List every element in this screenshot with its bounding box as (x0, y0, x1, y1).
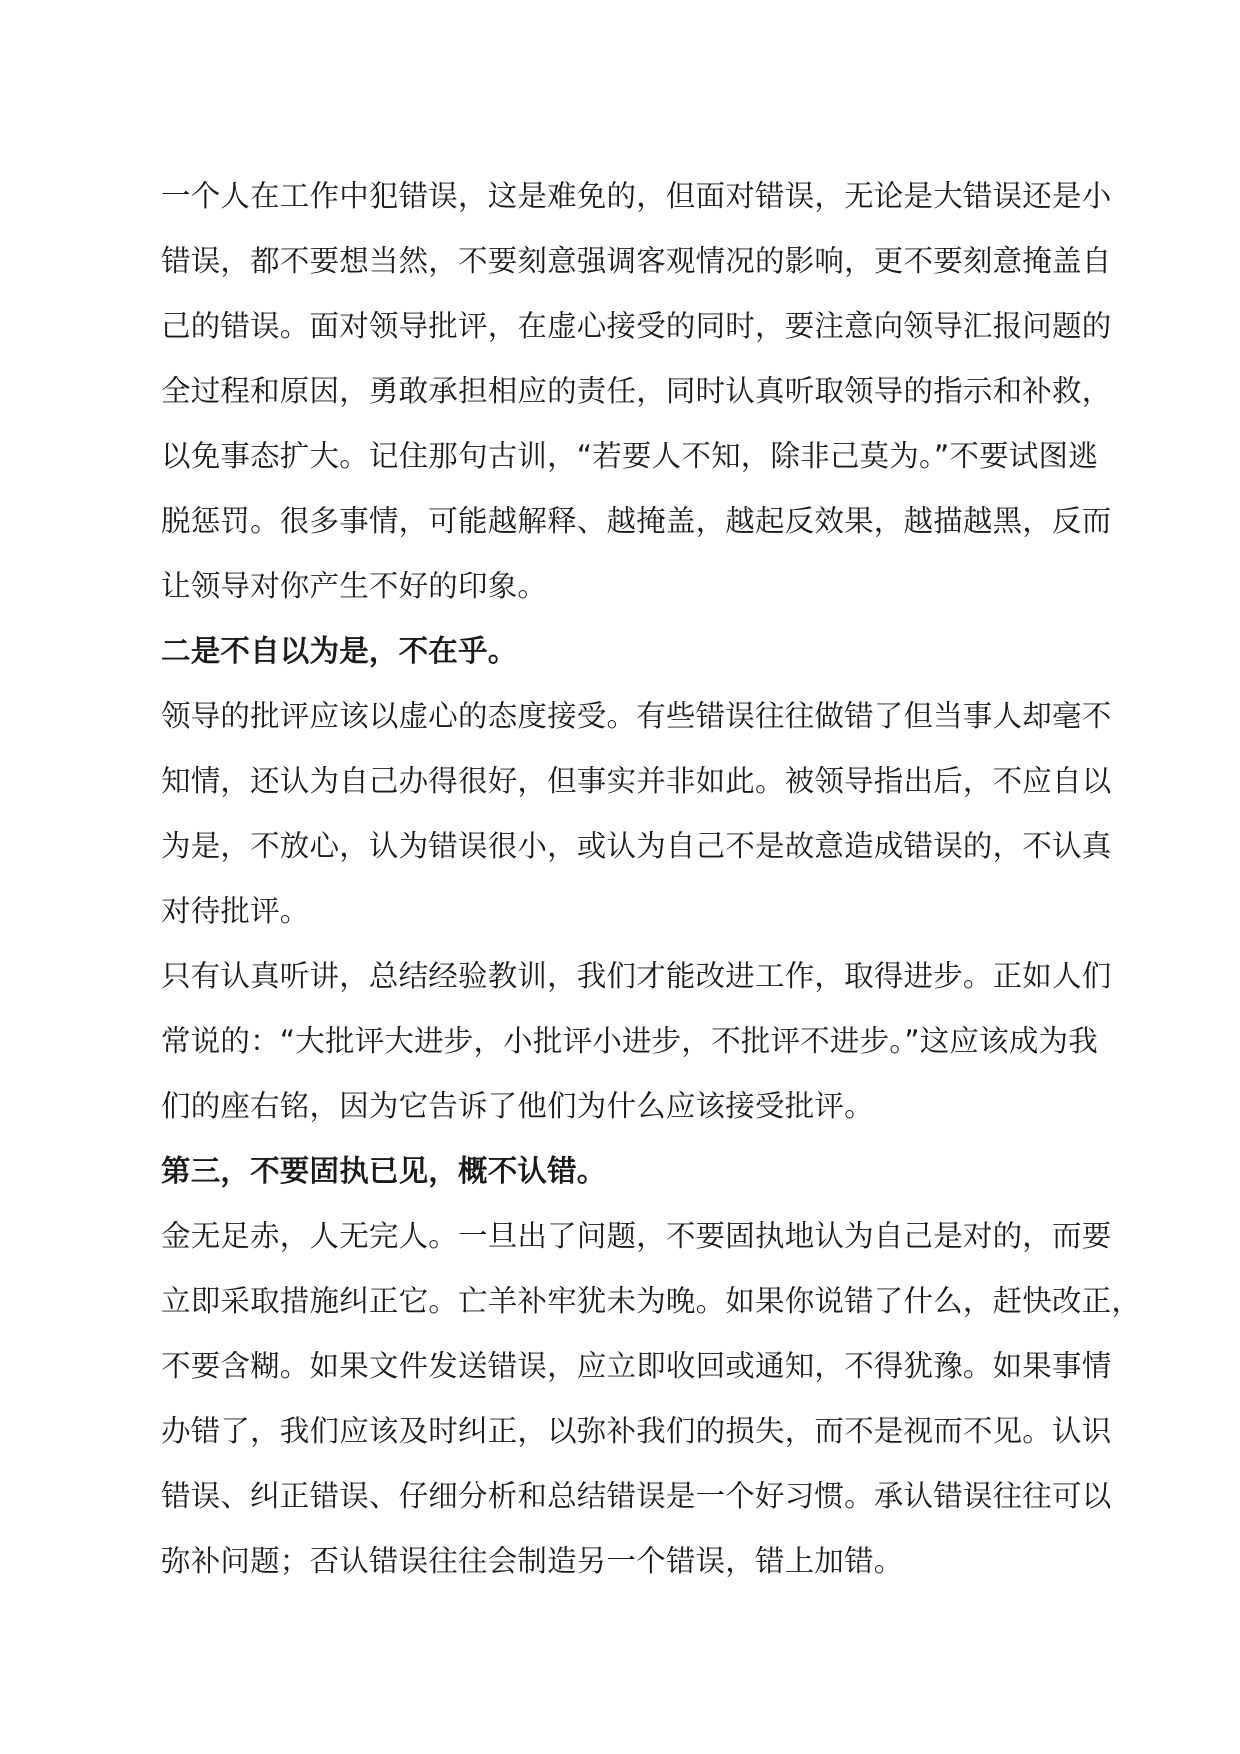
body-text-line: 错误、纠正错误、仔细分析和总结错误是一个好习惯。承认错误往往可以 (161, 1479, 1112, 1513)
section-heading: 二是不自以为是，不在乎。 (161, 634, 518, 668)
body-text-line: 立即采取措施纠正它。亡羊补牢犹未为晚。如果你说错了什么，赶快改正， (161, 1284, 1142, 1318)
body-text-line: 领导的批评应该以虚心的态度接受。有些错误往往做错了但当事人却毫不 (161, 699, 1112, 733)
body-text-line: 只有认真听讲，总结经验教训，我们才能改进工作，取得进步。正如人们 (161, 959, 1112, 993)
body-text-line: 己的错误。面对领导批评，在虚心接受的同时，要注意向领导汇报问题的 (161, 309, 1112, 343)
body-text-line: 金无足赤，人无完人。一旦出了问题，不要固执地认为自己是对的，而要 (161, 1219, 1112, 1253)
body-text-line: 脱惩罚。很多事情，可能越解释、越掩盖，越起反效果，越描越黑，反而 (161, 504, 1112, 538)
body-text-line: 全过程和原因，勇敢承担相应的责任，同时认真听取领导的指示和补救， (161, 374, 1112, 408)
body-text-line: 弥补问题；否认错误往往会制造另一个错误，错上加错。 (161, 1544, 904, 1578)
body-text-line: 让领导对你产生不好的印象。 (161, 569, 548, 603)
body-text-line: 办错了，我们应该及时纠正，以弥补我们的损失，而不是视而不见。认识 (161, 1414, 1112, 1448)
body-text-line: 不要含糊。如果文件发送错误，应立即收回或通知，不得犹豫。如果事情 (161, 1349, 1112, 1383)
section-heading: 第三，不要固执已见，概不认错。 (161, 1154, 607, 1188)
body-text-line: 知情，还认为自己办得很好，但事实并非如此。被领导指出后，不应自以 (161, 764, 1112, 798)
body-text-line: 们的座右铭，因为它告诉了他们为什么应该接受批评。 (161, 1089, 874, 1123)
body-text-line: 错误，都不要想当然，不要刻意强调客观情况的影响，更不要刻意掩盖自 (161, 244, 1112, 278)
body-text-line: 一个人在工作中犯错误，这是难免的，但面对错误，无论是大错误还是小 (161, 179, 1112, 213)
body-text-line: 以免事态扩大。记住那句古训，“若要人不知，除非己莫为。”不要试图逃 (161, 439, 1098, 473)
body-text-line: 对待批评。 (161, 894, 310, 928)
body-text-line: 常说的：“大批评大进步，小批评小进步，不批评不进步。”这应该成为我 (161, 1024, 1098, 1058)
body-text-line: 为是，不放心，认为错误很小，或认为自己不是故意造成错误的，不认真 (161, 829, 1112, 863)
